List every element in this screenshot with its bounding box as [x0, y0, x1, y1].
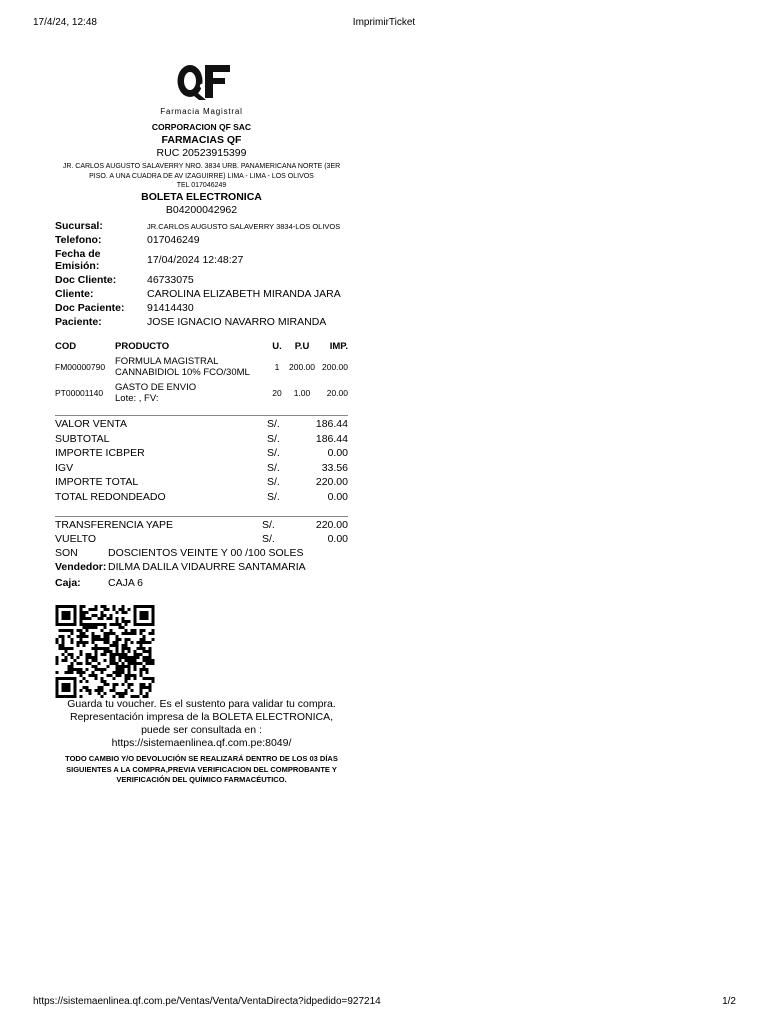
totals-label: VALOR VENTA	[55, 418, 127, 430]
totals-label: IGV	[55, 461, 74, 474]
totals-amount: 186.44	[315, 432, 348, 445]
totals-table	[55, 417, 348, 505]
totals-row	[55, 490, 348, 505]
payment-row	[55, 532, 348, 547]
vendedor-value: DILMA DALILA VIDAURRE SANTAMARIA	[108, 561, 306, 574]
totals-amount: 0.00	[327, 447, 348, 460]
totals-currency: S/.	[267, 476, 280, 489]
info-row-sucursal	[55, 219, 348, 233]
totals-currency: S/.	[267, 418, 280, 430]
totals-row	[55, 461, 348, 476]
payment-table	[55, 518, 348, 547]
company-tel: TEL 017046249	[176, 182, 227, 189]
payment-currency: S/.	[262, 533, 275, 546]
table-row	[55, 354, 348, 380]
col-cod: COD	[55, 341, 77, 352]
info-value: 91414430	[147, 301, 194, 314]
table-row	[55, 380, 348, 406]
item-lote: Lote: , FV:	[115, 393, 159, 404]
vendedor-row	[55, 560, 348, 576]
info-label: Fecha de Emisión:	[55, 248, 101, 272]
totals-label: IMPORTE ICBPER	[55, 447, 145, 460]
info-value: JR.CARLOS AUGUSTO SALAVERRY 3834-LOS OLIVOS	[147, 221, 341, 231]
info-row-cliente	[55, 287, 348, 301]
caja-row	[55, 576, 348, 592]
document-type: BOLETA ELECTRONICA	[141, 191, 262, 203]
totals-currency: S/.	[267, 432, 280, 445]
item-producto: FORMULA MAGISTRAL CANNABIDIOL 10% FCO/30ML	[115, 356, 250, 378]
info-value: 017046249	[147, 233, 200, 246]
qr-code-icon	[55, 605, 155, 698]
print-title: ImprimirTicket	[352, 17, 416, 28]
extra-table	[55, 547, 348, 592]
item-u: 1	[274, 361, 280, 372]
son-row	[55, 547, 348, 561]
item-imp: 200.00	[322, 361, 348, 372]
info-value: JOSE IGNACIO NAVARRO MIRANDA	[147, 315, 327, 328]
print-datetime: 17/4/24, 12:48	[33, 17, 97, 28]
totals-row	[55, 475, 348, 490]
company-ruc: RUC 20523915399	[156, 147, 247, 159]
item-cod: FM00000790	[55, 361, 106, 372]
totals-amount: 220.00	[315, 476, 348, 489]
caja-value: CAJA 6	[108, 576, 144, 589]
son-label: SON	[55, 546, 78, 559]
payment-currency: S/.	[262, 518, 275, 531]
son-value: DOSCIENTOS VEINTE Y 00 /100 SOLES	[108, 546, 304, 559]
col-producto: PRODUCTO	[115, 341, 170, 352]
totals-row	[55, 432, 348, 447]
info-row-doc-cliente	[55, 273, 348, 287]
totals-label: IMPORTE TOTAL	[55, 476, 139, 489]
info-value: 46733075	[147, 273, 194, 286]
divider	[55, 516, 348, 517]
items-header-row	[55, 339, 348, 354]
info-label: Telefono:	[55, 234, 102, 246]
item-producto	[115, 380, 267, 406]
payment-label: VUELTO	[55, 533, 97, 546]
info-value: 17/04/2024 12:48:27	[147, 253, 244, 266]
col-u: U.	[272, 341, 282, 352]
info-label: Paciente:	[55, 316, 102, 328]
col-imp: IMP.	[329, 341, 348, 352]
totals-row	[55, 417, 348, 432]
info-row-paciente	[55, 315, 348, 329]
info-row-fecha	[55, 247, 348, 273]
col-pu: P.U	[294, 341, 310, 352]
item-imp: 20.00	[326, 387, 348, 398]
print-page-number: 1/2	[722, 996, 736, 1007]
payment-amount: 0.00	[327, 533, 348, 546]
receipt-ticket	[55, 60, 348, 786]
totals-currency: S/.	[267, 461, 280, 474]
document-number: B04200042962	[165, 204, 238, 216]
divider	[55, 415, 348, 416]
info-label: Doc Cliente:	[55, 274, 117, 286]
company-brand: FARMACIAS QF	[161, 134, 242, 146]
totals-amount: 33.56	[321, 461, 348, 474]
item-pu: 1.00	[293, 387, 311, 398]
totals-row	[55, 446, 348, 461]
caja-label: Caja:	[55, 576, 81, 589]
item-cod: PT00001140	[55, 387, 104, 398]
item-pu: 200.00	[289, 361, 315, 372]
totals-currency: S/.	[267, 447, 280, 460]
print-url: https://sistemaenlinea.qf.com.pe/Ventas/Venta/VentaDirecta?idpedido=927214	[33, 996, 381, 1007]
qf-logo-icon	[175, 62, 235, 102]
info-label: Cliente:	[55, 288, 94, 300]
totals-amount: 0.00	[327, 490, 348, 503]
payment-amount: 220.00	[315, 518, 348, 531]
payment-label: TRANSFERENCIA YAPE	[55, 518, 174, 531]
info-label: Doc Paciente:	[55, 302, 125, 314]
policy-note: TODO CAMBIO Y/O DEVOLUCIÓN SE REALIZARÁ DENTRO DE LOS 03 DÍAS SIGUIENTES A LA COMPRA,PREVIA VERIFICACION DEL COMPROBANTE Y VERIFICACIÓN DEL QUÍMICO FARMACÉUTICO.	[65, 754, 338, 785]
info-row-doc-paciente	[55, 301, 348, 315]
item-u: 20	[272, 387, 282, 398]
totals-currency: S/.	[267, 490, 280, 503]
item-producto-name: GASTO DE ENVIO	[115, 382, 197, 393]
totals-amount: 186.44	[315, 418, 348, 430]
print-header	[0, 17, 768, 31]
totals-label: TOTAL REDONDEADO	[55, 490, 166, 503]
logo	[55, 60, 348, 120]
totals-label: SUBTOTAL	[55, 432, 110, 445]
company-address: JR. CARLOS AUGUSTO SALAVERRY NRO. 3834 URB. PANAMERICANA NORTE (3ER PISO. A UNA CUADRA DE AV IZAGUIRRE) LIMA - LIMA - LOS OLIVOS	[62, 163, 341, 180]
items-table	[55, 339, 348, 406]
voucher-note: Guarda tu voucher. Es el sustento para validar tu compra. Representación impresa de la BOLETA ELECTRONICA, puede ser consultada en : https://sistemaenlinea.qf.com.pe:8049/	[67, 698, 336, 750]
payment-row	[55, 518, 348, 533]
vendedor-label: Vendedor:	[55, 561, 107, 574]
info-label: Sucursal:	[55, 220, 103, 232]
info-table	[55, 219, 348, 329]
info-row-telefono	[55, 233, 348, 247]
logo-tagline: Farmacia Magistral	[160, 107, 243, 116]
company-corp: CORPORACION QF SAC	[151, 122, 252, 132]
info-value: CAROLINA ELIZABETH MIRANDA JARA	[147, 287, 341, 300]
